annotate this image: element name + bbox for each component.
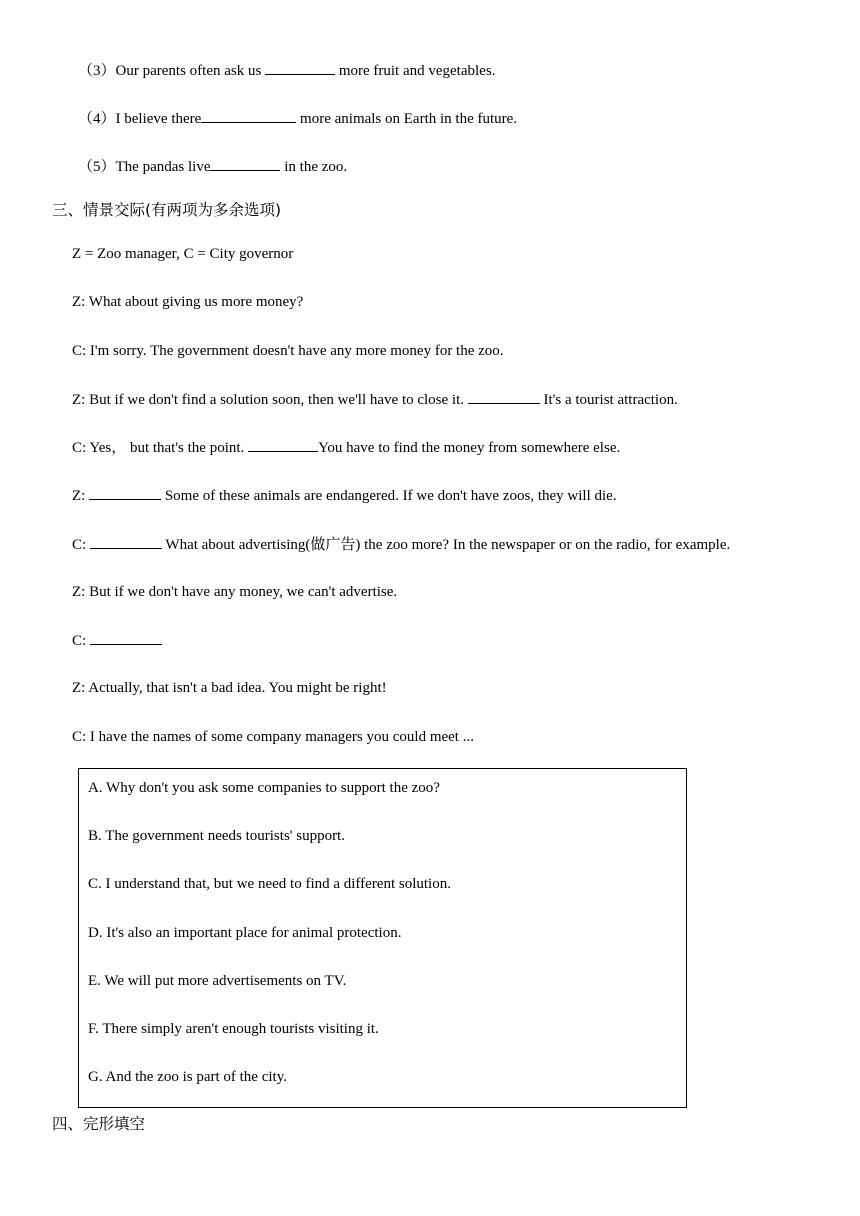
option-b: B. The government needs tourists' support. — [88, 828, 345, 844]
dialogue-line — [72, 485, 617, 506]
answer-blank[interactable] — [265, 60, 335, 75]
dialogue-text: It's a tourist attraction. — [539, 392, 678, 408]
question-text: The pandas live — [115, 159, 211, 175]
answer-blank[interactable] — [90, 534, 162, 549]
dialogue-text: C: — [72, 537, 90, 553]
dialogue-line — [72, 582, 397, 602]
dialogue-text: Z: But if we don't find a solution soon, then we'll have to close it. — [72, 392, 468, 408]
option-d: D. It's also an important place for animal protection. — [88, 925, 402, 941]
option-a: A. Why don't you ask some companies to support the zoo? — [88, 780, 440, 796]
answer-blank[interactable] — [210, 156, 280, 171]
answer-blank[interactable] — [468, 389, 540, 404]
dialogue-text: Z: Actually, that isn't a bad idea. You might be right! — [72, 680, 387, 696]
question-number: （3） — [78, 63, 116, 79]
question-number: （5） — [78, 159, 116, 175]
dialogue-key: Z = Zoo manager, C = City governor — [72, 246, 294, 262]
dialogue-text: Some of these animals are endangered. If we don't have zoos, they will die. — [161, 488, 617, 504]
dialogue-text: Z: What about giving us more money? — [72, 294, 304, 310]
answer-blank[interactable] — [248, 437, 318, 452]
answer-blank[interactable] — [201, 108, 296, 123]
dialogue-line — [72, 437, 620, 458]
question-5 — [78, 156, 347, 177]
question-text: Our parents often ask us — [115, 63, 266, 79]
question-text: I believe there — [115, 111, 202, 127]
option-c: C. I understand that, but we need to find a different solution. — [88, 876, 451, 892]
question-4 — [78, 108, 517, 129]
answer-blank[interactable] — [90, 630, 162, 645]
dialogue-text: You have to find the money from somewhere else. — [318, 440, 621, 456]
question-text: more animals on Earth in the future. — [296, 111, 518, 127]
question-text: in the zoo. — [280, 159, 348, 175]
dialogue-text: What about advertising(做广告) the zoo more? In the newspaper or on the radio, for example. — [161, 537, 731, 553]
question-text: more fruit and vegetables. — [335, 63, 496, 79]
question-number: （4） — [78, 111, 116, 127]
dialogue-text: Z: — [72, 488, 90, 504]
answer-blank[interactable] — [89, 485, 161, 500]
dialogue-line — [72, 292, 303, 312]
dialogue-text: C: I'm sorry. The government doesn't have any more money for the zoo. — [72, 343, 504, 359]
dialogue-text: Z: But if we don't have any money, we can't advertise. — [72, 584, 398, 600]
options-box — [78, 768, 687, 1108]
dialogue-line — [72, 534, 730, 555]
dialogue-text: C: Yes， but that's the point. — [72, 440, 249, 456]
dialogue-line — [72, 630, 162, 651]
option-g: G. And the zoo is part of the city. — [88, 1069, 287, 1085]
dialogue-line — [72, 678, 387, 698]
option-e: E. We will put more advertisements on TV. — [88, 973, 347, 989]
dialogue-text: C: — [72, 633, 90, 649]
section-heading: 三、情景交际(有两项为多余选项) — [52, 201, 282, 219]
option-f: F. There simply aren't enough tourists visiting it. — [88, 1021, 379, 1037]
dialogue-line — [72, 341, 504, 361]
dialogue-text: C: I have the names of some company managers you could meet ... — [72, 729, 474, 745]
dialogue-line — [72, 389, 678, 410]
dialogue-line — [72, 727, 474, 747]
question-3 — [78, 60, 495, 81]
section-heading: 四、完形填空 — [52, 1115, 146, 1133]
